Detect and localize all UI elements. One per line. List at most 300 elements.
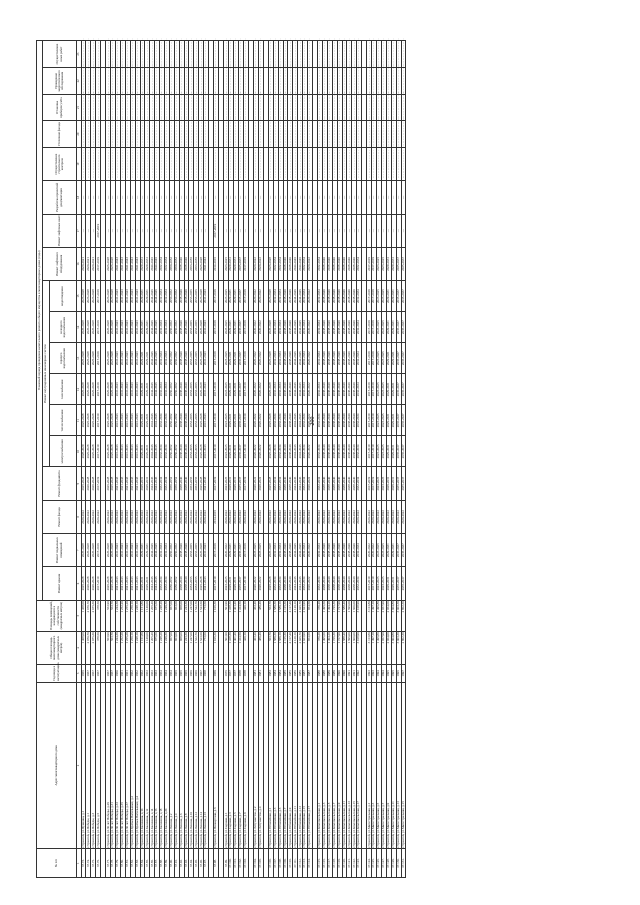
row-period-cell: 2026-2028 [86,343,91,374]
row-period-cell: 2032-2034 [303,281,308,312]
column-number: 10 [77,436,82,467]
row-period-cell: 2038-2040 [323,467,328,500]
row-empty-cell: . . . . . . . . . . . . . . . . . . [149,38,154,67]
row-year: 1966 [194,664,199,682]
row-period-cell: 2026-2028 [86,312,91,343]
row-area-owned: 957,00 [169,600,174,631]
row-period-cell: 2017-2019 [214,436,219,467]
row-period-cell: 2026-2028 [199,405,204,436]
row-period-cell: 2053-2055 [194,281,199,312]
row-period-cell: 2026-2028 [106,467,111,500]
row-address: г.Уренгой, ул.Ленина, д.12 [194,682,199,848]
row-empty-cell: . . . . . . . . . . . . . . . . . . [198,38,203,67]
header-foundation: Ремонт фундамента [43,467,77,500]
row-period-cell: 2038-2040 [327,374,332,405]
row-empty-cell: . . . . . . . . . . . . . . . . . . [395,91,400,120]
row-empty-cell: . . . . . . . . . . . . . . . . . . [327,147,332,180]
row-empty-cell: . . . . . . . . . . . . . . . . . . [159,38,164,67]
row-empty-cell: . . . . . . . . . . . . . . . . . . [183,118,188,147]
row-empty-cell: . . . . . . . . . . . . . . . . . . [273,38,278,67]
row-period-cell: 2035-2037 [401,374,406,405]
row-number: 37.128. [386,849,391,878]
row-period-cell: 2044-2046 [293,567,298,600]
row-period-cell: 2041-2043 [116,312,121,343]
row-empty-cell: . . . . . . . . . . . . . . . . . . [130,65,135,94]
header-area-owned: Площадь помещений, находящихся в собственности (квадратных метров) [37,600,77,631]
row-period-cell: 2026-2028 [111,312,116,343]
row-period-cell: 2050-2052 [169,467,174,500]
row-period-cell: 2032-2034 [273,405,278,436]
column-number: 22 [77,68,82,95]
row-period-cell: 2050-2052 [169,343,174,374]
row-period-cell: 2017-2019 [96,467,101,500]
row-year: 1976 [224,664,229,682]
row-empty-cell: . . . . . . . . . . . . . . . . . . [139,91,144,120]
row-period-cell: 2023-2025 [224,312,229,343]
row-empty-cell: . . . . . . . . . . . . . . . . . . [234,147,239,180]
row-period-cell: 2020-2022 [372,500,377,533]
row-address: г.Уренгой, ул.Садовая, д.7 [238,682,243,848]
row-period-cell: — [391,181,396,214]
row-area: 501,90 [224,631,229,664]
row-year: 1994 [382,664,387,682]
row-period-cell: 2044-2046 [155,281,160,312]
row-empty-cell: . . . . . . . . . . . . . . . . . . [376,65,381,94]
row-area-owned: 1 418,30 [229,600,234,631]
row-period-cell: 2038-2040 [327,567,332,600]
row-address: г.Уренгой, ул.Комсомольская, д.1 [318,682,323,848]
row-period-cell: 2038-2040 [337,343,342,374]
row-period-cell: 2032-2034 [278,534,283,567]
header-no: № п/п [37,849,77,878]
row-empty-cell: . . . . . . . . . . . . . . . . . . [115,65,120,94]
row-period-cell: 2041-2043 [121,281,126,312]
row-empty-cell: . . . . . . . . . . . . . . . . . . [223,118,228,147]
row-empty-cell: . . . . . . . . . . . . . . . . . . [356,91,361,120]
row-number: 37.93. [184,849,189,878]
row-empty-cell: . . . . . . . . . . . . . . . . . . [366,38,371,67]
row-empty-cell: . . . . . . . . . . . . . . . . . . [302,91,307,120]
row-empty-cell: . . . . . . . . . . . . . . . . . . [253,65,258,94]
row-period-cell: 2020-2022 [268,500,273,533]
row-address: г.Уренгой, ул.Ленина, д.2 [169,682,174,848]
row-period-cell: 2032-2034 [278,436,283,467]
row-period-cell: 2032-2034 [318,312,323,343]
row-period-cell: — [174,214,179,247]
row-period-cell: 2038-2040 [332,534,337,567]
row-empty-cell: . . . . . . . . . . . . . . . . . . [243,147,248,180]
row-period-cell: 2029-2031 [229,534,234,567]
row-empty-cell: . . . . . . . . . . . . . . . . . . [322,91,327,120]
header-lift-shaft: Ремонт лифтовых шахт [43,214,77,247]
row-empty-cell: . . . . . . . . . . . . . . . . . . [351,91,356,120]
row-empty-cell: . . . . . . . . . . . . . . . . . . [287,91,292,120]
row-year: 1981 [258,664,263,682]
row-empty-cell: . . . . . . . . . . . . . . . . . . [322,38,327,67]
row-area-owned: 1 244,30 [116,600,121,631]
row-period-cell: 2020-2022 [204,500,209,533]
row-area-owned: 563,90 [106,600,111,631]
row-period-cell: 2029-2031 [145,281,150,312]
row-period-cell: 2026-2028 [81,374,86,405]
row-period-cell: 2017-2019 [214,534,219,567]
row-period-cell: 2044-2046 [298,567,303,600]
row-period-cell: 2044-2046 [155,436,160,467]
row-period-cell: — [234,214,239,247]
row-period-cell: 2029-2031 [229,567,234,600]
row-period-cell: 2017-2019 [96,405,101,436]
row-empty-cell: . . . . . . . . . . . . . . . . . . [376,38,381,67]
row-empty-cell: . . . . . . . . . . . . . . . . . . [317,38,322,67]
row-period-cell: 2035-2037 [396,343,401,374]
row-period-cell: 2050-2052 [174,534,179,567]
row-period-cell: 2032-2034 [273,281,278,312]
row-period-cell: 2041-2043 [204,343,209,374]
row-number: 37.104. [253,849,258,878]
row-address: г.Уренгой, ул.30 лет Победы, д.33 [116,682,121,848]
row-period-cell: 2032-2034 [165,467,170,500]
row-period-cell: 2026-2028 [199,343,204,374]
row-empty-cell: . . . . . . . . . . . . . . . . . . [336,65,341,94]
row-period-cell: 2017-2019 [214,281,219,312]
row-period-cell: 2041-2043 [135,436,140,467]
row-period-cell: 2038-2040 [352,467,357,500]
row-period-cell: 2032-2034 [273,534,278,567]
row-period-cell: 2020-2022 [116,500,121,533]
row-number: 37.124. [367,849,372,878]
row-empty-cell: . . . . . . . . . . . . . . . . . . [120,65,125,94]
row-period-cell: 2026-2028 [268,281,273,312]
header-insulation: Утепление фасада [43,121,77,148]
row-period-cell: 2032-2034 [303,247,308,280]
row-address: г.Уренгой, ул.Комсомольская, д.9 [337,682,342,848]
row-period-cell: 2041-2043 [204,567,209,600]
row-period-cell: 2044-2046 [155,374,160,405]
row-period-cell: 2020-2022 [258,405,263,436]
row-period-cell: 2038-2040 [337,534,342,567]
row-address: г.Уренгой, ул.Магистральная, д.5 [377,682,382,848]
row-period-cell: 2020-2022 [258,343,263,374]
row-period-cell: 2020-2022 [308,436,313,467]
row-period-cell: — [293,214,298,247]
row-period-cell: 2050-2052 [174,567,179,600]
row-period-cell: 2038-2040 [179,436,184,467]
row-year: 1963 [145,664,150,682]
row-period-cell: 2038-2040 [332,467,337,500]
row-period-cell: 2038-2040 [327,281,332,312]
row-period-cell: 2029-2031 [234,281,239,312]
column-number: 16 [77,247,82,280]
row-period-cell: 2044-2046 [293,534,298,567]
row-period-cell: 2032-2034 [160,312,165,343]
row-period-cell: 2026-2028 [91,534,96,567]
row-area: 1 250,10 [130,631,135,664]
row-period-cell: — [116,214,121,247]
row-period-cell: 2032-2034 [278,343,283,374]
row-period-cell: 2041-2043 [116,436,121,467]
row-empty-cell: . . . . . . . . . . . . . . . . . . [169,91,174,120]
row-empty-cell: . . . . . . . . . . . . . . . . . . [273,91,278,120]
row-empty-cell: . . . . . . . . . . . . . . . . . . [332,91,337,120]
row-empty-cell: . . . . . . . . . . . . . . . . . . [154,118,159,147]
row-number: 37.114. [308,849,313,878]
row-empty-cell: . . . . . . . . . . . . . . . . . . [203,38,208,67]
row-empty-cell: . . . . . . . . . . . . . . . . . . [391,147,396,180]
row-area: 3 108,90 [357,631,362,664]
row-period-cell: 2020-2022 [308,500,313,533]
row-period-cell: 2044-2046 [155,405,160,436]
header-facade: Ремонт фасада [43,500,77,533]
row-empty-cell: . . . . . . . . . . . . . . . . . . [110,91,115,120]
row-empty-cell: . . . . . . . . . . . . . . . . . . [386,147,391,180]
row-period-cell: — [327,181,332,214]
row-address: г.Уренгой, ул.Комсомольская, д.11 [342,682,347,848]
row-empty-cell: . . . . . . . . . . . . . . . . . . [95,91,100,120]
row-period-cell: 2041-2043 [125,247,130,280]
row-period-cell: 2026-2028 [111,247,116,280]
row-period-cell: 2026-2028 [199,374,204,405]
row-period-cell: — [224,181,229,214]
column-number: 6 [77,567,82,600]
row-period-cell: 2032-2034 [303,405,308,436]
row-empty-cell: . . . . . . . . . . . . . . . . . . [203,65,208,94]
row-empty-cell: . . . . . . . . . . . . . . . . . . [174,147,179,180]
row-period-cell: 2038-2040 [179,534,184,567]
row-period-cell: 2032-2034 [357,567,362,600]
row-empty-cell: . . . . . . . . . . . . . . . . . . [238,147,243,180]
row-year: 1990 [337,664,342,682]
row-area: 1 244,30 [116,631,121,664]
row-number: 37.73. [81,849,86,878]
row-period-cell: 2029-2031 [145,374,150,405]
column-number: 1 [77,849,82,878]
row-period-cell: 2044-2046 [150,567,155,600]
row-empty-cell: . . . . . . . . . . . . . . . . . . [164,118,169,147]
row-period-cell: 2053-2055 [189,312,194,343]
row-empty-cell: . . . . . . . . . . . . . . . . . . [366,91,371,120]
row-area: 4 115,30 [283,631,288,664]
row-period-cell: 2029-2031 [391,467,396,500]
row-period-cell: 2038-2040 [179,247,184,280]
row-number: 37.87. [155,849,160,878]
row-period-cell: 2029-2031 [145,534,150,567]
row-empty-cell: . . . . . . . . . . . . . . . . . . [134,91,139,120]
row-address: г.Уренгой, ул.Комсомольская, д.15 [352,682,357,848]
row-period-cell: 2038-2040 [337,436,342,467]
row-period-cell: 2020-2022 [160,500,165,533]
row-empty-cell: . . . . . . . . . . . . . . . . . . [213,91,218,120]
row-year: 1957 [91,664,96,682]
row-period-cell: 2044-2046 [293,374,298,405]
row-period-cell: 2041-2043 [125,436,130,467]
row-period-cell: 2038-2040 [323,534,328,567]
row-period-cell: 2023-2025 [224,436,229,467]
row-empty-cell: . . . . . . . . . . . . . . . . . . [381,91,386,120]
row-year: 1984 [273,664,278,682]
row-period-cell: 2020-2022 [224,534,229,567]
row-period-cell: 2041-2043 [204,247,209,280]
header-water-cold: холодного водоснабжения [50,312,77,343]
row-period-cell: 2053-2055 [194,467,199,500]
row-period-cell: 2029-2031 [140,343,145,374]
row-period-cell: 2041-2043 [121,312,126,343]
row-period-cell: — [130,214,135,247]
row-period-cell: 2020-2022 [145,500,150,533]
row-period-cell: — [352,214,357,247]
row-empty-cell: . . . . . . . . . . . . . . . . . . [139,118,144,147]
row-period-cell: 2038-2040 [288,436,293,467]
row-period-cell: — [342,214,347,247]
row-empty-cell: . . . . . . . . . . . . . . . . . . [120,118,125,147]
row-period-cell: 2038-2040 [332,343,337,374]
row-address: г.Уренгой, ул.Садовая, д.9 [243,682,248,848]
row-period-cell: 2038-2040 [283,247,288,280]
row-period-cell: 2032-2034 [318,247,323,280]
row-period-cell: 2035-2037 [238,281,243,312]
row-area: 463,40 [253,631,258,664]
row-area-owned: 2 075,30 [91,600,96,631]
row-address: г.Уренгой, ул.Калинина, д.10 [140,682,145,848]
row-address: г.Уренгой, ул.30 лет Победы, д.31 [111,682,116,848]
row-period-cell: 2038-2040 [342,343,347,374]
row-empty-cell: . . . . . . . . . . . . . . . . . . [164,38,169,67]
row-empty-cell: . . . . . . . . . . . . . . . . . . [317,91,322,120]
header-lift: Ремонт лифтового оборудования [43,247,77,280]
row-area-owned: 1 468,00 [81,600,86,631]
row-area-owned: 1 250,10 [130,600,135,631]
row-period-cell: — [81,214,86,247]
row-area-owned: 1 243,30 [184,600,189,631]
row-period-cell: 2032-2034 [303,567,308,600]
row-number: 37.74. [86,849,91,878]
row-period-cell: 2035-2037 [396,567,401,600]
row-period-cell: 2035-2037 [401,247,406,280]
header-energy: Проведение энергетического обследования [43,68,77,95]
row-empty-cell: . . . . . . . . . . . . . . . . . . [318,147,323,180]
row-period-cell: 2053-2055 [194,247,199,280]
row-period-cell: 2029-2031 [145,405,150,436]
row-year: 1957 [111,664,116,682]
row-empty-cell: . . . . . . . . . . . . . . . . . . [401,147,406,180]
row-period-cell: 2020-2022 [357,500,362,533]
header-basement: Ремонт подвальных помещений [43,534,77,567]
row-empty-cell: . . . . . . . . . . . . . . . . . . [238,38,243,67]
row-address: г.Уренгой, ул.Юбилейная, д.7 [283,682,288,848]
row-period-cell: — [106,214,111,247]
row-period-cell: 2017-2019 [367,567,372,600]
row-period-cell: 2026-2028 [106,343,111,374]
row-period-cell: — [283,181,288,214]
row-address: г.Уренгой, ул.Юбилейная, д.17 [308,682,313,848]
row-empty-cell: . . . . . . . . . . . . . . . . . . [96,147,101,180]
row-empty-cell: . . . . . . . . . . . . . . . . . . [125,38,130,67]
row-period-cell: — [91,214,96,247]
row-period-cell: 2032-2034 [357,343,362,374]
row-period-cell: 2032-2034 [318,281,323,312]
row-period-cell: 2041-2043 [116,567,121,600]
row-period-cell: — [204,214,209,247]
row-period-cell: 2017-2019 [367,405,372,436]
row-period-cell: 2023-2025 [382,374,387,405]
row-period-cell: 2041-2043 [121,534,126,567]
row-period-cell: 2041-2043 [121,247,126,280]
row-empty-cell: . . . . . . . . . . . . . . . . . . [386,118,391,147]
row-period-cell: 2032-2034 [318,436,323,467]
row-period-cell: 2038-2040 [342,374,347,405]
row-period-cell: 2026-2028 [111,281,116,312]
row-period-cell: — [116,181,121,214]
row-address: г.Уренгой, ул.Юбилейная, д.13 [298,682,303,848]
row-period-cell: — [238,181,243,214]
row-area-owned: 2 070,70 [86,600,91,631]
row-period-cell: 2044-2046 [298,343,303,374]
row-period-cell: 2041-2043 [121,436,126,467]
row-period-cell: 2029-2031 [229,343,234,374]
row-period-cell: 2035-2037 [401,405,406,436]
row-period-cell: 2035-2037 [396,312,401,343]
row-period-cell: — [318,214,323,247]
row-number: 37.90. [169,849,174,878]
row-period-cell: 2026-2028 [81,312,86,343]
row-area: 1 468,00 [81,631,86,664]
row-period-cell: 2014-2016 [214,500,219,533]
row-period-cell: — [214,181,219,214]
page-number: 200 [310,416,316,426]
row-empty-cell: . . . . . . . . . . . . . . . . . . [283,147,288,180]
row-period-cell: — [194,181,199,214]
row-period-cell: — [199,181,204,214]
row-period-cell: 2017-2019 [214,312,219,343]
row-area-owned: 3 004,80 [391,600,396,631]
row-period-cell: 2041-2043 [130,247,135,280]
row-area: 1 588,40 [342,631,347,664]
row-period-cell: 2041-2043 [135,343,140,374]
row-address: г.Уренгой, ул.Юбилейная, д.15 [303,682,308,848]
column-number: 17 [77,214,82,247]
row-address: г.Уренгой, ул.Победы, д.3 [91,682,96,848]
row-period-cell: 2032-2034 [273,567,278,600]
row-period-cell: 2020-2022 [253,312,258,343]
row-number: 37.119. [337,849,342,878]
row-address: г.Уренгой, ул.Калинина, д.12 [145,682,150,848]
row-period-cell: 2035-2037 [396,534,401,567]
row-period-cell: 2020-2022 [189,500,194,533]
row-period-cell: 2041-2043 [125,312,130,343]
row-period-cell: 2032-2034 [160,467,165,500]
row-period-cell: — [401,181,406,214]
row-area: 957,00 [169,631,174,664]
row-empty-cell: . . . . . . . . . . . . . . . . . . [297,118,302,147]
row-period-cell: 2020-2022 [342,500,347,533]
row-period-cell: — [150,181,155,214]
row-period-cell: 2020-2021 [81,247,86,280]
row-empty-cell: . . . . . . . . . . . . . . . . . . [298,147,303,180]
row-period-cell: 2038-2040 [288,281,293,312]
row-area: 1 140,00 [145,631,150,664]
row-period-cell: — [391,214,396,247]
row-period-cell: — [140,181,145,214]
row-empty-cell: . . . . . . . . . . . . . . . . . . [144,38,149,67]
row-empty-cell: . . . . . . . . . . . . . . . . . . [327,38,332,67]
row-number: 37.79. [116,849,121,878]
row-period-cell: 2017-2019 [214,343,219,374]
row-period-cell: 2017-2019 [243,374,248,405]
row-area: 4 120,10 [293,631,298,664]
row-address: г.Уренгой, ул.Комсомольская, д.3 [323,682,328,848]
column-number: 19 [77,147,82,180]
row-period-cell: 2029-2031 [234,343,239,374]
row-empty-cell: . . . . . . . . . . . . . . . . . . [376,118,381,147]
